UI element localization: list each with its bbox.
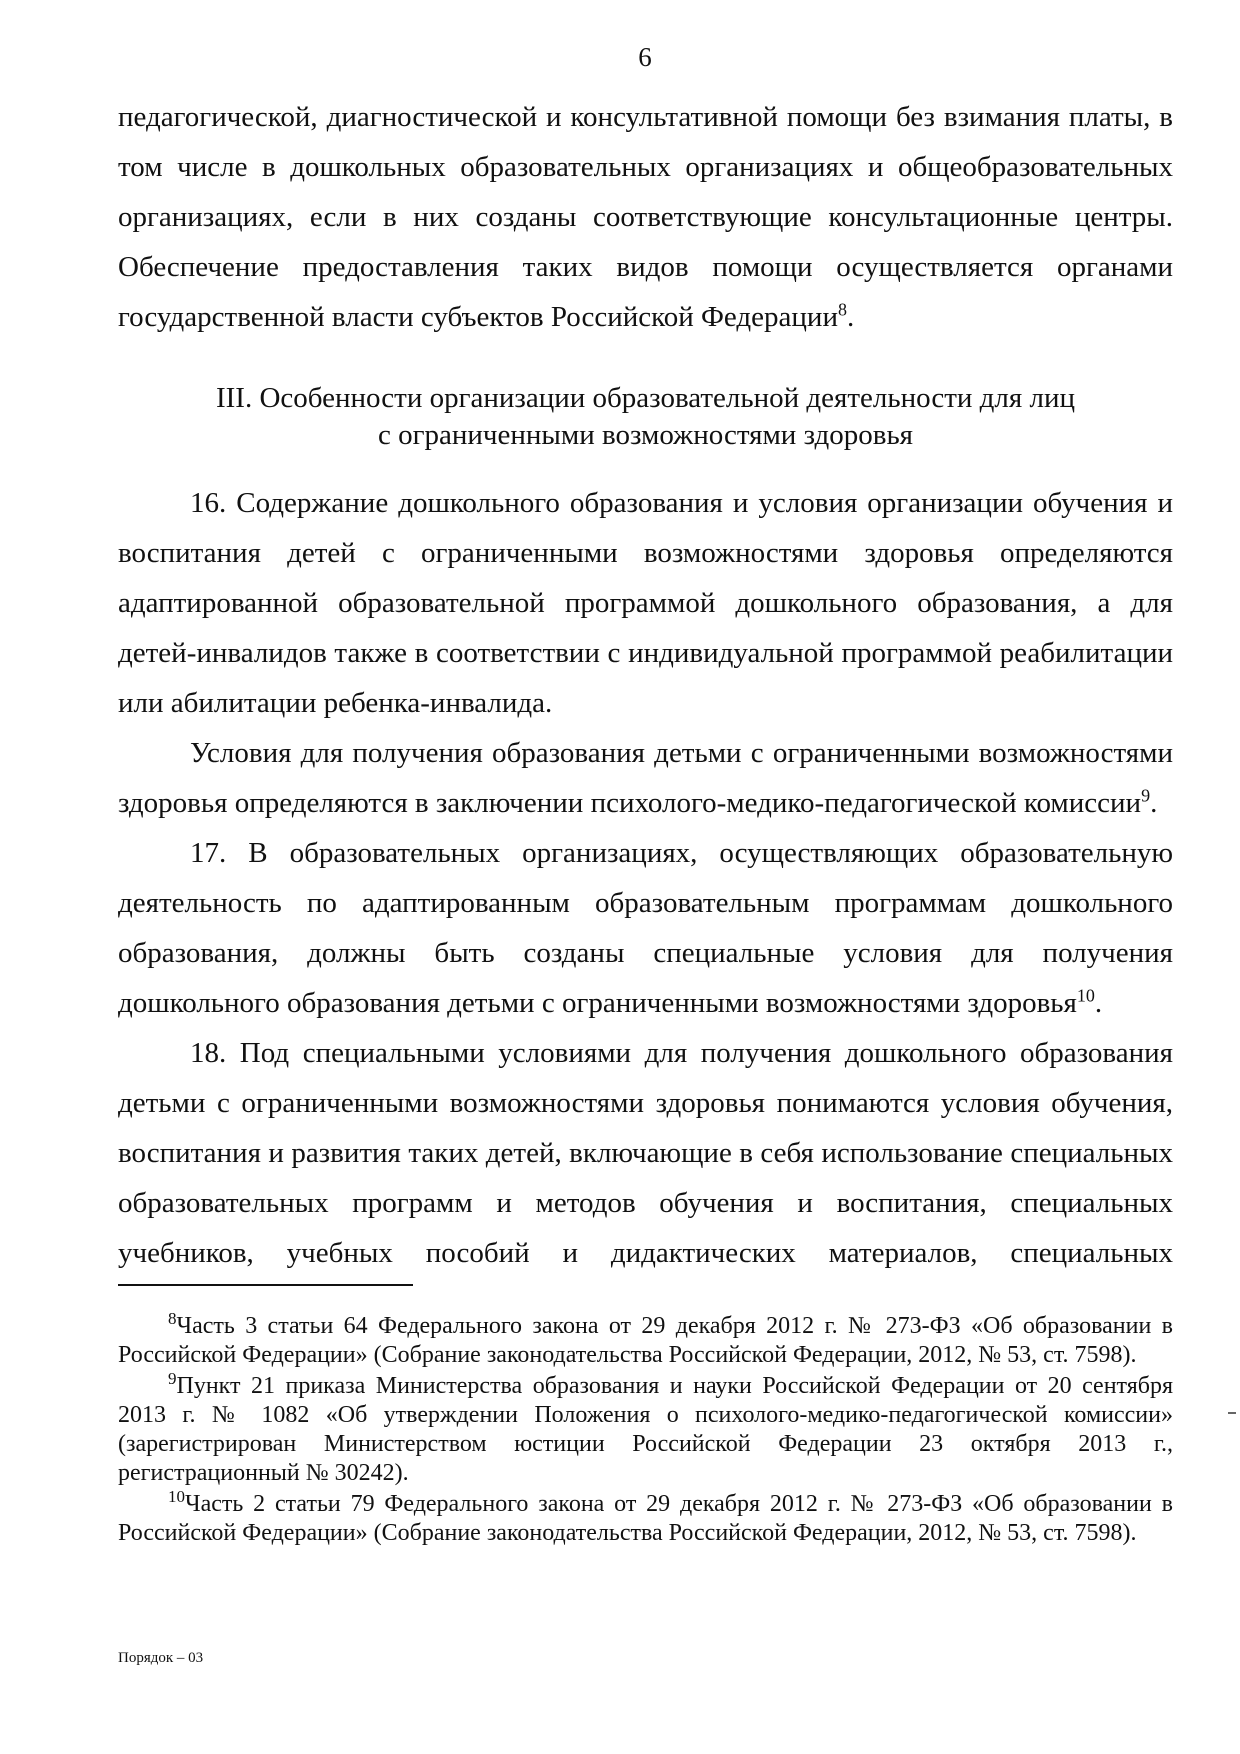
paragraph-body: педагогической, диагностической и консультативной помощи без взимания платы, в том числе в дошкольных образовательных организациях и общеобразовательных организациях, если в них созданы соответствующие консультационные центры. Обеспечение предоставления таких видов помощи осуществляется органами государственной власти субъектов Российской Федерации <box>118 101 1173 333</box>
page-number: 6 <box>638 42 652 72</box>
footnote-text: Пункт 21 приказа Министерства образования и науки Российской Федерации от 20 сентября 2013 г. № 1082 «Об утверждении Положения о психолого-медико-педагогической комиссии» (зарегистрирован Министерством юстиции Российской Федерации 23 октября 2013 г., регистрационный № 30242). <box>118 1373 1173 1486</box>
footnote-mark: 8 <box>168 1309 177 1328</box>
section-heading-line-2: с ограниченными возможностями здоровья <box>377 419 914 451</box>
paragraph-16-conditions: Условия для получения образования детьми с ограниченными возможностями здоровья определяются в заключении психолого-медико-педагогической комиссии$^9$. <box>118 737 1173 819</box>
footnote-ref: 8 <box>837 299 847 320</box>
paragraph-16: 16. Содержание дошкольного образования и условия организации обучения и воспитания детей с ограниченными возможностями здоровья определяются адаптированной образовательной программой дошкольного образования, а для детей-инвалидов также в соответствии с индивидуальной программой реабилитации или абилитации ребенка-инвалида. <box>118 487 1173 719</box>
footnote-text: Часть 3 статьи 64 Федерального закона от 29 декабря 2012 г. № 273-ФЗ «Об образовании в Российской Федерации» (Собрание законодательства Российской Федерации, 2012, № 53, ст. 7598). <box>118 1313 1173 1368</box>
footnote-text: Часть 2 статьи 79 Федерального закона от 29 декабря 2012 г. № 273-ФЗ «Об образовании в Российской Федерации» (Собрание законодательства Российской Федерации, 2012, № 53, ст. 7598). <box>118 1491 1173 1546</box>
footnote-8 <box>118 1309 1173 1370</box>
paragraph-17: 17. В образовательных организациях, осуществляющих образовательную деятельность по адаптированным образовательным программам дошкольного образования, должны быть созданы специальные условия для получения дошкольного образования детьми с ограниченными возможностями здоровья$^{10}$. <box>118 837 1173 1019</box>
footnote-ref: 10 <box>1076 985 1095 1006</box>
footnote-ref: 9 <box>1141 785 1151 806</box>
paragraph-text: педагогической, диагностической и консультативной помощи без взимания платы, в том числе в дошкольных образовательных организациях и общеобразовательных организациях, если в них созданы соответствующие консультационные центры. Обеспечение предоставления таких видов помощи осуществляется органами государственной власти субъектов Российской Федерации$^8$. <box>118 101 1173 333</box>
scan-artifact-mark <box>1228 1412 1236 1414</box>
continued-paragraph <box>118 92 1173 342</box>
footnote-mark: 9 <box>168 1369 177 1388</box>
section-heading <box>118 380 1173 454</box>
footnote-9 <box>118 1369 1173 1488</box>
footnote-separator <box>118 1284 413 1286</box>
paragraph-17-text: 17. В образовательных организациях, осуществляющих образовательную деятельность по адаптированным образовательным программам дошкольного образования, должны быть созданы специальные условия для получения дошкольного образования детьми с ограниченными возможностями здоровья <box>118 837 1173 1019</box>
section-heading-line-1: III. Особенности организации образовательной деятельности для лиц <box>215 382 1075 414</box>
paragraph-18: 18. Под специальными условиями для получения дошкольного образования детьми с ограниченными возможностями здоровья понимаются условия обучения, воспитания и развития таких детей, включающие в себя использование специальных образовательных программ и методов обучения и воспитания, специальных учебников, учебных пособий и дидактических материалов, специальных <box>118 1037 1173 1269</box>
footnote-10 <box>118 1487 1173 1548</box>
footnotes <box>118 1309 1173 1550</box>
main-body <box>118 478 1173 1278</box>
paragraph-16-conditions-text: Условия для получения образования детьми с ограниченными возможностями здоровья определяются в заключении психолого-медико-педагогической комиссии <box>118 737 1173 819</box>
document-code: Порядок – 03 <box>118 1650 204 1666</box>
footnote-mark: 10 <box>168 1487 185 1506</box>
